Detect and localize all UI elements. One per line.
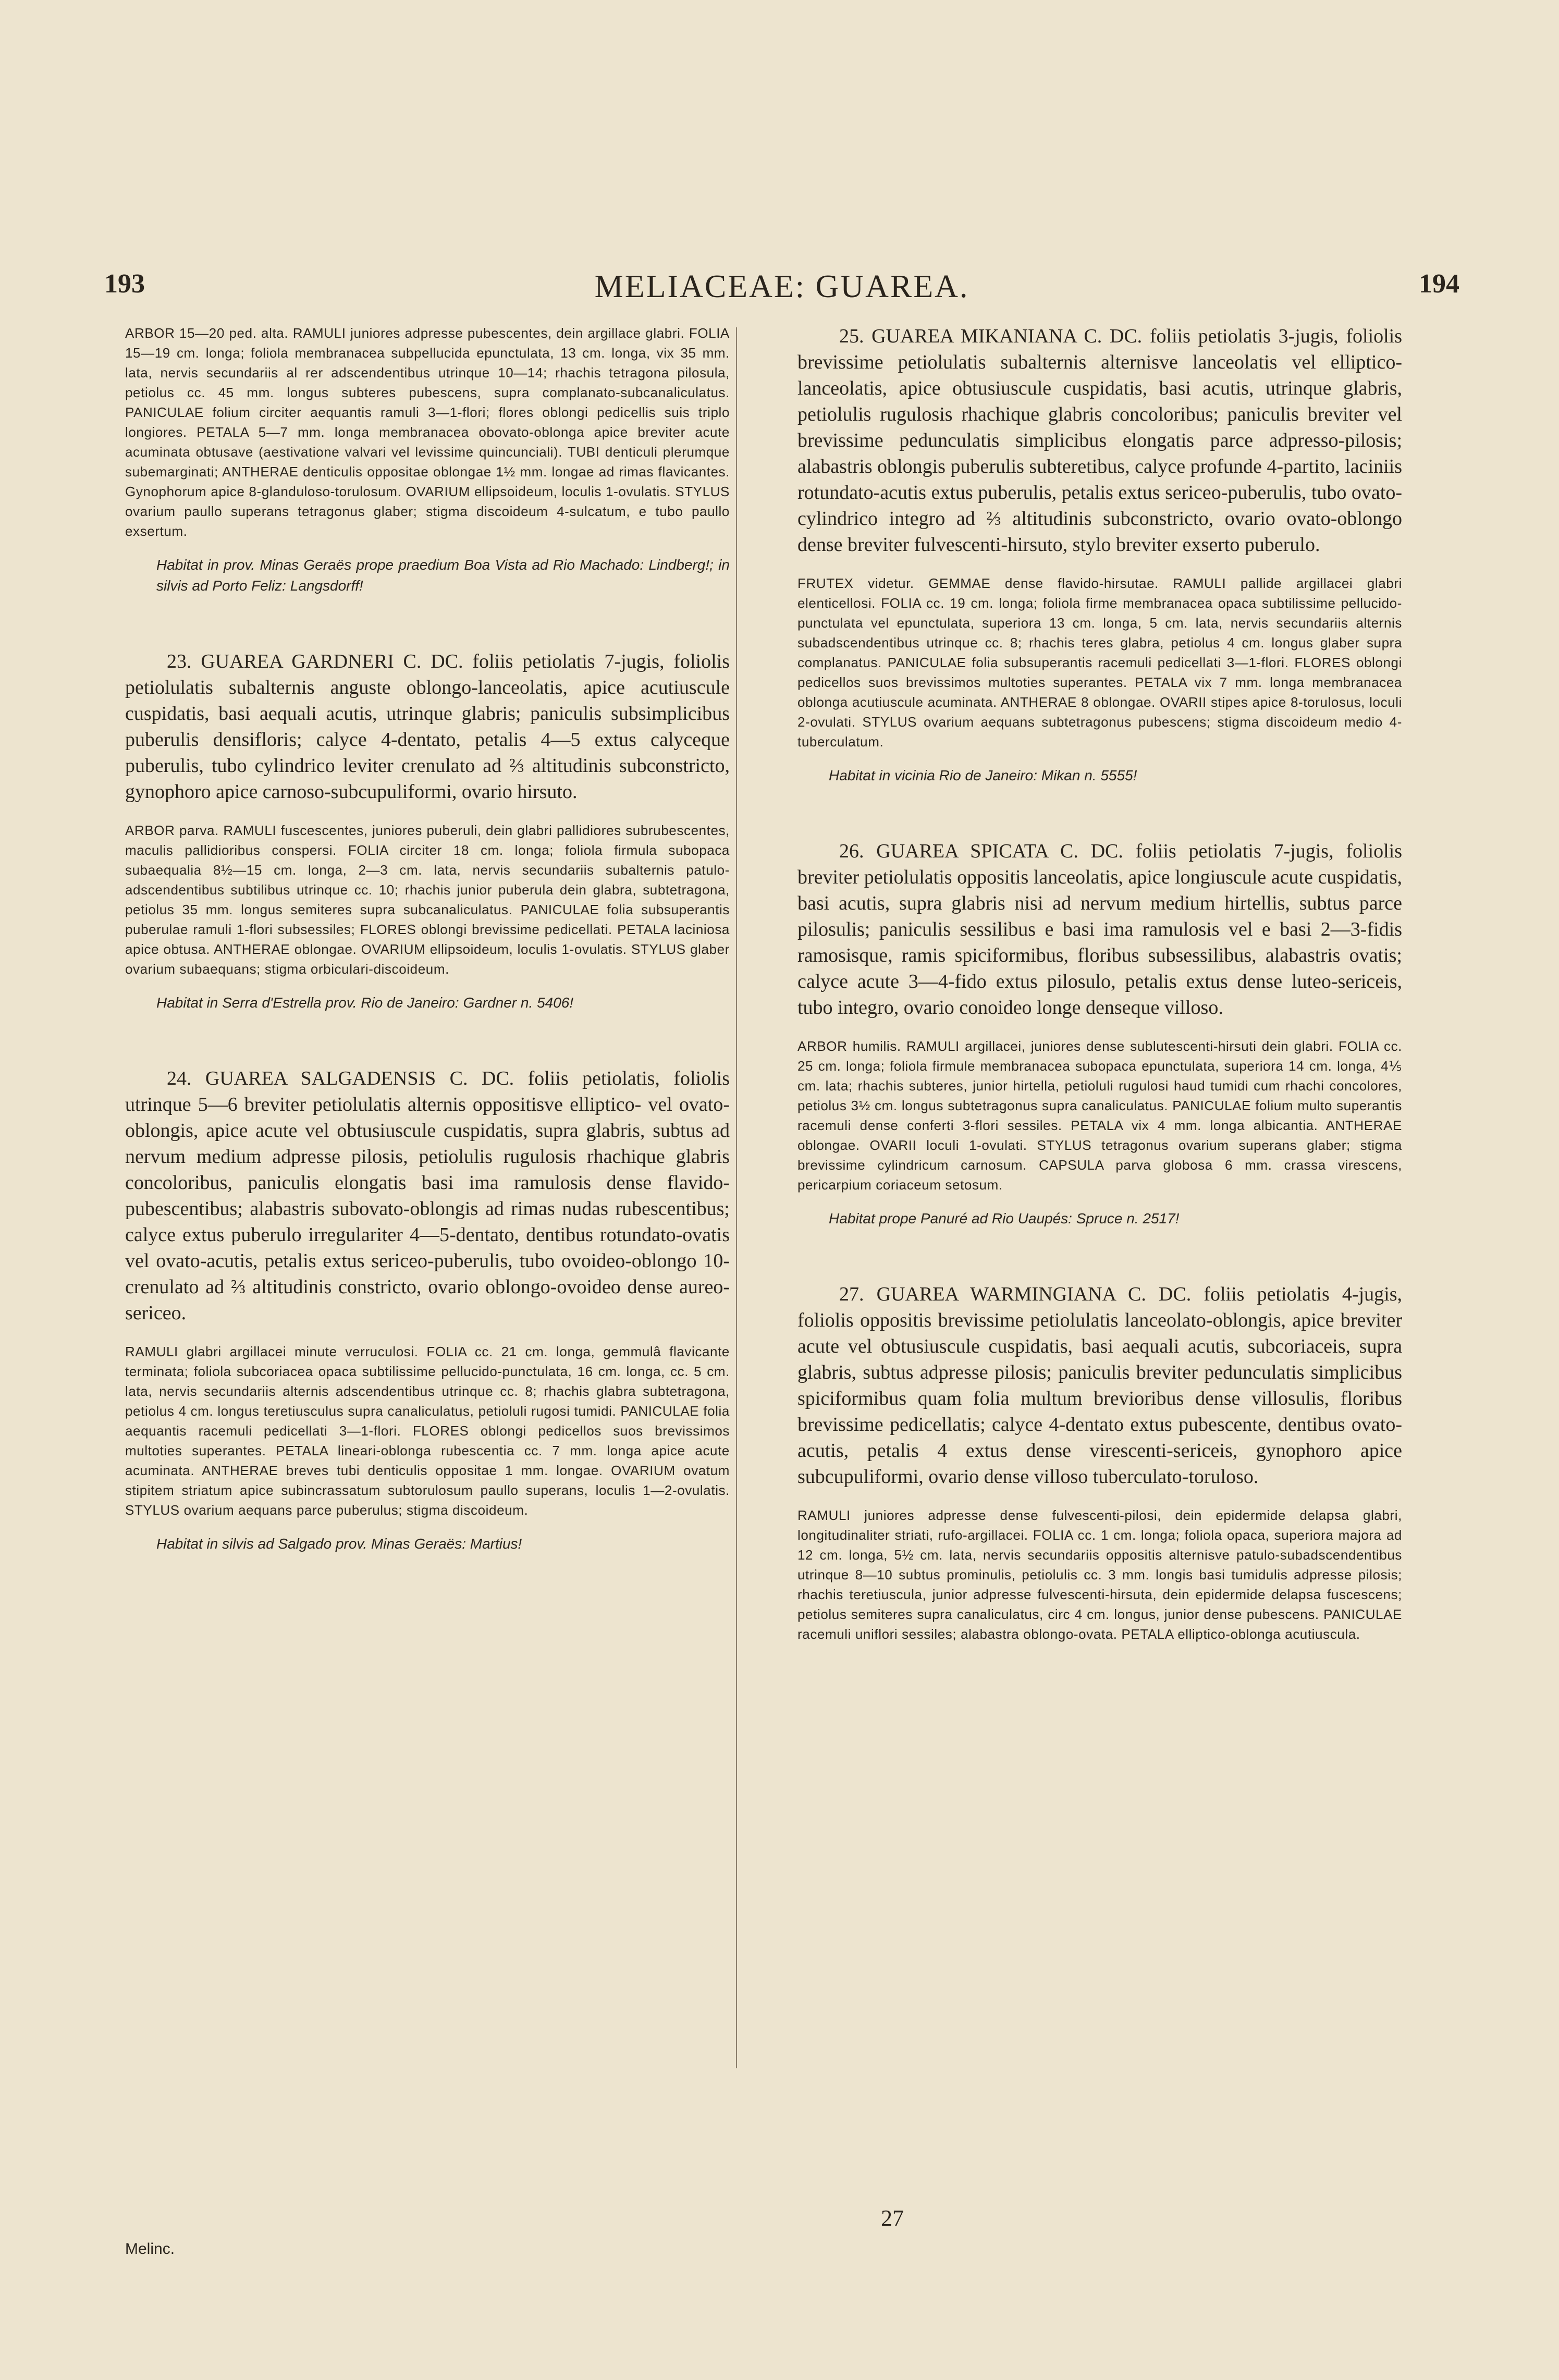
species-23-diagnosis: 23. GUAREA GARDNERI C. DC. foliis petiolatis 7-jugis, foliolis petiolulatis subalternis anguste oblongo-lanceolatis, apice acutiuscule cuspidatis, basi aequali acutis, utrinque glabris; paniculis subsimplicibus puberulis densifloris; calyce 4-dentato, petalis 4—5 extus calyceque puberulis, tubo cylindrico leviter crenulato ad ⅔ altitudinis subconstricto, gynophoro apice carnoso-subcupuliformi, ovario hirsuto. [125,651,730,803]
footer-note: Melinc. [125,2240,175,2258]
right-column [797,323,1402,1658]
signature-mark: 27 [881,2205,904,2231]
species-25-diagnosis: 25. GUAREA MIKANIANA C. DC. foliis petiolatis 3-jugis, foliolis brevissime petiolulatis subalternis alternisve lanceolatis vel elliptico-lanceolatis, apice obtusiuscule cuspidatis, basi acutis, utrinque glabris, petiolulis rugulosis rhachique glabris concoloribus; paniculis breviter vel brevissime pedunculatis simplicibus elongatis parce adpresso-pilosis; alabastris oblongis puberulis subteretibus, calyce profunde 4-partito, laciniis rotundato-acutis extus puberulis, petalis extus sericeo-puberulis, tubo ovato-cylindrico integro ad ⅔ altitudinis subconstricto, ovario ovato-oblongo dense breviter fulvescenti-hirsuto, stylo breviter exserto puberulo. [797,325,1402,556]
species-26-habitat: Habitat prope Panuré ad Rio Uaupés: Spruce n. 2517! [829,1210,1180,1226]
page-number-left: 193 [104,269,145,299]
page-number-right: 194 [1419,269,1459,299]
species-22-habitat: Habitat in prov. Minas Geraës prope praedium Boa Vista ad Rio Machado: Lindberg!; in silvis ad Porto Feliz: Langsdorff! [156,557,730,594]
species-26-description: ARBOR humilis. RAMULI argillacei, juniores dense sublutescenti-hirsuti dein glabri. FOLIA cc. 25 cm. longa; foliola firmule membranacea subopaca epunctulata, superiora 14 cm. longa, 4⅕ cm. lata; rhachis subteres, junior hirtella, petioluli rugulosi haud tumidi cum rhachi concolores, petiolus 3½ cm. longus subtetragonus supra canaliculatus. PANICULAE folium multo superantis racemuli dense conferti 3-flori sessiles. PETALA vix 4 mm. longa albicantia. ANTHERAE oblongae. OVARII loculi 1-ovulati. STYLUS tetragonus ovarium superans glaber; stigma brevissime cylindricum carnosum. CAPSULA parva globosa 6 mm. crassa virescens, pericarpium coriaceum setosum. [797,1038,1402,1193]
species-26-diagnosis: 26. GUAREA SPICATA C. DC. foliis petiolatis 7-jugis, foliolis breviter petiolulatis oppositis lanceolatis, apice longiuscule acute cuspidatis, basi acutis, supra glabris nisi ad nervum medium hirtellis, subtus parce pilosulis; paniculis sessilibus e basi ima ramulosis vel e basi 2—3-fidis ramosisque, ramis spiciformibus, floribus subsessilibus, alabastris ovatis; calyce acute 3—4-fido extus pilosulo, petalis extus dense luteo-sericeis, tubo integro, ovario conoideo longe denseque villoso. [797,840,1402,1019]
column-divider [736,327,737,2068]
species-23-habitat: Habitat in Serra d'Estrella prov. Rio de Janeiro: Gardner n. 5406! [156,995,574,1011]
species-25-description: FRUTEX videtur. GEMMAE dense flavido-hirsutae. RAMULI pallide argillacei glabri elenticellosi. FOLIA cc. 19 cm. longa; foliola firme membranacea opaca subtilissime pellucido-punctulata vel epunctulata, superiora 13 cm. longa, 5 cm. lata, nervis secundariis alternis subadscendentibus utrinque cc. 8; rhachis teres glabra, petiolus 4 cm. longus glaber supra complanatus. PANICULAE folia subsuperantis racemuli pedicellati 3—1-flori. FLORES oblongi pedicellos suos brevissimos multoties superantes. PETALA vix 7 mm. longa membranacea oblonga acutiuscule acuminata. ANTHERAE 8 oblongae. OVARII stipes apice 8-torulosus, loculi 2-ovulati. STYLUS ovarium aequans subtetragonus pubescens; stigma discoideum medio 4-tuberculatum. [797,575,1402,750]
running-header [104,268,1459,310]
species-27-description: RAMULI juniores adpresse dense fulvescenti-pilosi, dein epidermide delapsa glabri, longitudinaliter striati, rufo-argillacei. FOLIA cc. 1 cm. longa; foliola opaca, superiora majora ad 12 cm. longa, 5½ cm. lata, nervis secundariis oppositis alternisve patulo-subadscendentibus utrinque 8—10 subtus prominulis, petiolulis cc. 3 mm. longis basi tumidulis adpresse pilosis; rhachis teretiuscula, junior adpresse fulvescenti-hirsuta, dein epidermide delapsa fuscescens; petiolus semiteres supra canaliculatus, circ 4 cm. longus, junior dense pubescens. PANICULAE racemuli uniflori sessiles; alabastra oblongo-ovata. PETALA elliptico-oblonga acutiuscula. [797,1507,1402,1642]
species-24-diagnosis: 24. GUAREA SALGADENSIS C. DC. foliis petiolatis, foliolis utrinque 5—6 breviter petiolulatis alternis oppositisve elliptico- vel ovato-oblongis, apice acute vel obtusiuscule cuspidatis, supra glabris, subtus ad nervum medium adpresse pilosis, petiolulis rugulosis rhachique glabris concoloribus, paniculis elongatis basi ima ramulosis dense flavido-pubescentibus; alabastris subovato-oblongis ad rimas nudas rubescentibus; calyce extus puberulo irregulariter 4—5-dentato, dentibus rotundato-ovatis vel ovato-acutis, petalis extus sericeo-puberulis, tubo ovoideo-oblongo 10-crenulato ad ⅔ altitudinis constricto, ovario oblongo-ovoideo dense aureo-sericeo. [125,1068,730,1324]
species-27-diagnosis: 27. GUAREA WARMINGIANA C. DC. foliis petiolatis 4-jugis, foliolis oppositis brevissime petiolulatis lanceolato-oblongis, apice breviter acute vel obtusiuscule cuspidatis, basi aequali acutis, subcoriaceis, supra glabris, subtus adpresse pilosis; paniculis breviter pedunculatis simplicibus spiciformibus quam folia multum brevioribus dense villosulis, floribus brevissime pedicellatis; calyce 4-dentato extus pubescente, dentibus ovato-acutis, petalis 4 extus dense virescenti-sericeis, gynophoro apice subcupuliformi, ovario dense villoso tuberculato-toruloso. [797,1283,1402,1488]
left-column [125,323,730,1554]
species-22-description: ARBOR 15—20 ped. alta. RAMULI juniores adpresse pubescentes, dein argillace glabri. FOLIA 15—19 cm. longa; foliola membranacea subpellucida epunctulata, 13 cm. longa, vix 35 mm. lata, nervis secundariis al rer adscendentibus utrinque 10—14; rhachis tetragona pilosula, petiolus cc. 45 mm. longus subteres pubescens, supra complanato-subcanaliculatus. PANICULAE folium circiter aequantis ramuli 3—1-flori; flores oblongi pedicellis suis triplo longiores. PETALA 5—7 mm. longa membranacea obovato-oblonga apice breviter acute acuminata obtusave (aestivatione valvari vel levissime quincunciali). TUBI denticuli plerumque subemarginati; ANTHERAE denticulis oppositae oblongae 1½ mm. longae ad rimas flavicantes. Gynophorum apice 8-glanduloso-torulosum. OVARIUM ellipsoideum, loculis 1-ovulatis. STYLUS ovarium paullo superans tetragonus glaber; stigma discoideum 4-sulcatum, e tubo paullo exsertum. [125,325,730,539]
species-23-description: ARBOR parva. RAMULI fuscescentes, juniores puberuli, dein glabri pallidiores subrubescentes, maculis pallidioribus conspersi. FOLIA circiter 18 cm. longa; foliola firmula subopaca subaequalia 8½—15 cm. longa, 2—3 cm. lata, nervis secundariis subalternis patulo-adscendentibus subtilibus utrinque cc. 10; rhachis junior puberula dein glabra, subtetragona, petiolus 35 mm. longus semiteres supra subcanaliculatus. PANICULAE folia subsuperantis puberulae ramuli 1-flori subsessiles; FLORES oblongi brevissime pedicellati. PETALA laciniosa apice obtusa. ANTHERAE oblongae. OVARIUM ellipsoideum, loculis 1-ovulatis. STYLUS glaber ovarium subaequans; stigma orbiculari-discoideum. [125,823,730,977]
species-25-habitat: Habitat in vicinia Rio de Janeiro: Mikan n. 5555! [829,767,1137,783]
species-24-habitat: Habitat in silvis ad Salgado prov. Minas Geraës: Martius! [156,1536,522,1552]
species-24-description: RAMULI glabri argillacei minute verruculosi. FOLIA cc. 21 cm. longa, gemmulâ flavicante terminata; foliola subcoriacea opaca subtilissime pellucido-punctulata, 16 cm. longa, cc. 5 cm. lata, nervis secundariis alternis adscendentibus utrinque cc. 8; rhachis glabra subtetragona, petiolus 4 cm. longus teretiusculus supra canaliculatus, petioluli rugosi tumidi. PANICULAE folia aequantis racemuli pedicellati 3—1-flori. FLORES oblongi pedicellos suos brevissimos multoties superantes. PETALA lineari-oblonga rubescentia cc. 7 mm. longa apice acute acuminata. ANTHERAE breves tubi denticulis oppositae 1 mm. longae. OVARIUM ovatum stipitem striatum apice subincrassatum subtorulosum paullo superans, loculis 1—2-ovulatis. STYLUS ovarium aequans parce puberulus; stigma discoideum. [125,1344,730,1518]
running-title: MELIACEAE: GUAREA. [594,269,969,304]
